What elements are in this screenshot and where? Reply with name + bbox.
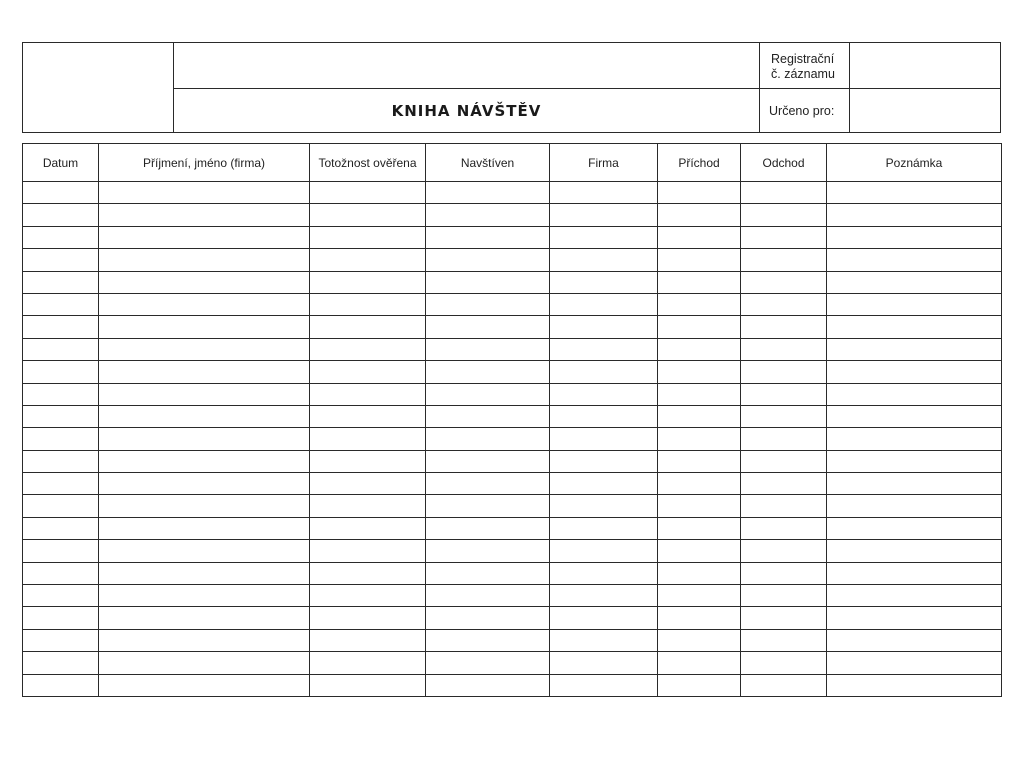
table-cell[interactable] [310,316,426,338]
table-cell[interactable] [827,562,1002,584]
table-cell[interactable] [99,629,310,651]
table-cell[interactable] [99,338,310,360]
column-header-date: Datum [23,144,99,182]
table-cell[interactable] [23,629,99,651]
table-cell[interactable] [23,338,99,360]
table-cell[interactable] [827,204,1002,226]
table-row [23,316,1002,338]
table-cell[interactable] [23,182,99,204]
table-cell[interactable] [827,495,1002,517]
table-cell[interactable] [23,652,99,674]
table-cell[interactable] [550,182,658,204]
table-cell[interactable] [310,405,426,427]
table-cell[interactable] [658,271,741,293]
table-cell[interactable] [550,450,658,472]
table-cell[interactable] [741,293,827,315]
column-header-departure: Odchod [741,144,827,182]
table-row [23,338,1002,360]
table-cell[interactable] [827,517,1002,539]
intended-for-field[interactable] [850,89,1000,132]
table-row [23,540,1002,562]
table-cell[interactable] [658,629,741,651]
table-cell[interactable] [741,405,827,427]
table-cell[interactable] [741,361,827,383]
table-cell[interactable] [550,293,658,315]
table-cell[interactable] [310,585,426,607]
table-cell[interactable] [426,562,550,584]
table-cell[interactable] [658,495,741,517]
table-cell[interactable] [741,182,827,204]
table-cell[interactable] [310,473,426,495]
table-cell[interactable] [550,495,658,517]
table-row [23,383,1002,405]
table-cell[interactable] [741,562,827,584]
table-cell[interactable] [310,338,426,360]
table-row [23,629,1002,651]
table-cell[interactable] [426,383,550,405]
table-cell[interactable] [99,249,310,271]
table-cell[interactable] [827,473,1002,495]
column-header-arrival: Příchod [658,144,741,182]
table-cell[interactable] [23,316,99,338]
table-cell[interactable] [550,517,658,539]
table-cell[interactable] [426,182,550,204]
table-cell[interactable] [741,316,827,338]
page-title: KNIHA NÁVŠTĚV [391,101,542,120]
table-row [23,562,1002,584]
title-cell [174,89,760,132]
table-cell[interactable] [827,338,1002,360]
table-cell[interactable] [550,249,658,271]
table-cell[interactable] [310,249,426,271]
table-cell[interactable] [426,473,550,495]
table-cell[interactable] [550,629,658,651]
table-row [23,293,1002,315]
table-cell[interactable] [426,361,550,383]
table-cell[interactable] [550,540,658,562]
table-cell[interactable] [550,271,658,293]
table-row [23,450,1002,472]
table-cell[interactable] [426,226,550,248]
table-cell[interactable] [741,473,827,495]
table-row [23,674,1002,696]
table-cell[interactable] [99,428,310,450]
table-cell[interactable] [99,271,310,293]
table-cell[interactable] [99,540,310,562]
table-cell[interactable] [827,383,1002,405]
table-cell[interactable] [658,674,741,696]
table-cell[interactable] [741,674,827,696]
registration-label-line-2: č. záznamu [771,67,835,81]
table-cell[interactable] [741,338,827,360]
table-cell[interactable] [23,674,99,696]
table-cell[interactable] [827,182,1002,204]
table-row [23,652,1002,674]
table-cell[interactable] [550,674,658,696]
table-cell[interactable] [310,293,426,315]
intended-for-label: Určeno pro: [760,89,850,132]
table-cell[interactable] [827,249,1002,271]
table-row [23,585,1002,607]
table-cell[interactable] [426,204,550,226]
table-cell[interactable] [741,652,827,674]
table-cell[interactable] [741,226,827,248]
table-cell[interactable] [99,383,310,405]
table-cell[interactable] [23,517,99,539]
table-cell[interactable] [310,517,426,539]
table-cell[interactable] [658,226,741,248]
table-cell[interactable] [741,271,827,293]
registration-number-field[interactable] [850,43,1000,89]
table-cell[interactable] [550,316,658,338]
table-cell[interactable] [741,540,827,562]
column-header-company: Firma [550,144,658,182]
table-row [23,182,1002,204]
table-cell[interactable] [550,383,658,405]
table-cell[interactable] [23,495,99,517]
table-cell[interactable] [658,204,741,226]
table-cell[interactable] [550,562,658,584]
table-cell[interactable] [310,652,426,674]
table-cell[interactable] [658,361,741,383]
table-cell[interactable] [23,405,99,427]
table-cell[interactable] [658,562,741,584]
table-cell[interactable] [99,607,310,629]
table-header-row [23,144,1002,182]
table-cell[interactable] [741,450,827,472]
table-row [23,249,1002,271]
table-cell[interactable] [741,629,827,651]
table-cell[interactable] [550,428,658,450]
form-header [22,42,1001,133]
table-cell[interactable] [827,293,1002,315]
logo-area [23,43,174,132]
table-cell[interactable] [827,652,1002,674]
table-cell[interactable] [827,428,1002,450]
table-cell[interactable] [426,405,550,427]
table-row [23,495,1002,517]
column-header-note: Poznámka [827,144,1002,182]
table-cell[interactable] [550,405,658,427]
table-cell[interactable] [99,293,310,315]
table-cell[interactable] [23,450,99,472]
table-cell[interactable] [99,316,310,338]
table-cell[interactable] [310,271,426,293]
registration-number-label [760,43,850,89]
table-cell[interactable] [658,249,741,271]
header-blank-field [174,43,760,89]
table-cell[interactable] [310,182,426,204]
table-cell[interactable] [310,607,426,629]
table-cell[interactable] [658,652,741,674]
column-header-visited: Navštíven [426,144,550,182]
table-cell[interactable] [741,517,827,539]
table-cell[interactable] [658,316,741,338]
table-cell[interactable] [99,361,310,383]
table-cell[interactable] [310,450,426,472]
table-cell[interactable] [827,607,1002,629]
table-cell[interactable] [658,405,741,427]
table-cell[interactable] [827,405,1002,427]
table-cell[interactable] [426,338,550,360]
table-cell[interactable] [310,674,426,696]
table-cell[interactable] [741,249,827,271]
table-cell[interactable] [99,226,310,248]
table-cell[interactable] [426,249,550,271]
table-cell[interactable] [23,226,99,248]
table-cell[interactable] [426,517,550,539]
table-row [23,405,1002,427]
table-cell[interactable] [23,249,99,271]
table-cell[interactable] [741,585,827,607]
table-cell[interactable] [741,383,827,405]
table-cell[interactable] [550,226,658,248]
table-cell[interactable] [99,495,310,517]
table-cell[interactable] [23,607,99,629]
table-cell[interactable] [827,316,1002,338]
table-cell[interactable] [23,361,99,383]
registration-label-line-1: Registrační [771,52,835,66]
table-cell[interactable] [23,540,99,562]
table-cell[interactable] [23,562,99,584]
table-cell[interactable] [827,585,1002,607]
table-cell[interactable] [310,428,426,450]
table-cell[interactable] [741,204,827,226]
table-cell[interactable] [426,271,550,293]
table-cell[interactable] [426,585,550,607]
column-header-name: Příjmení, jméno (firma) [99,144,310,182]
table-row [23,607,1002,629]
table-row [23,517,1002,539]
table-cell[interactable] [827,674,1002,696]
table-cell[interactable] [310,562,426,584]
table-body [23,182,1002,697]
table-cell[interactable] [426,629,550,651]
table-row [23,361,1002,383]
table-cell[interactable] [310,361,426,383]
table-cell[interactable] [827,361,1002,383]
table-cell[interactable] [658,607,741,629]
table-cell[interactable] [658,473,741,495]
table-cell[interactable] [827,226,1002,248]
table-cell[interactable] [827,540,1002,562]
table-cell[interactable] [99,585,310,607]
table-cell[interactable] [23,293,99,315]
table-cell[interactable] [658,182,741,204]
table-cell[interactable] [426,495,550,517]
table-row [23,204,1002,226]
table-cell[interactable] [827,271,1002,293]
table-cell[interactable] [310,629,426,651]
table-cell[interactable] [426,450,550,472]
visitor-log-table [22,143,1002,697]
table-row [23,226,1002,248]
column-header-identity-verified: Totožnost ověřena [310,144,426,182]
table-cell[interactable] [310,383,426,405]
table-cell[interactable] [426,293,550,315]
table-cell[interactable] [310,204,426,226]
table-cell[interactable] [658,428,741,450]
table-cell[interactable] [658,383,741,405]
table-cell[interactable] [310,495,426,517]
table-cell[interactable] [23,585,99,607]
table-cell[interactable] [23,271,99,293]
table-row [23,473,1002,495]
table-cell[interactable] [99,204,310,226]
table-cell[interactable] [550,585,658,607]
table-cell[interactable] [23,383,99,405]
table-cell[interactable] [658,540,741,562]
table-cell[interactable] [23,204,99,226]
table-cell[interactable] [426,607,550,629]
table-cell[interactable] [550,338,658,360]
table-cell[interactable] [658,338,741,360]
table-cell[interactable] [426,428,550,450]
table-cell[interactable] [99,450,310,472]
table-cell[interactable] [658,585,741,607]
table-cell[interactable] [550,652,658,674]
table-cell[interactable] [426,652,550,674]
table-cell[interactable] [99,562,310,584]
table-cell[interactable] [550,361,658,383]
table-cell[interactable] [23,428,99,450]
table-cell[interactable] [99,517,310,539]
table-cell[interactable] [741,607,827,629]
table-cell[interactable] [310,540,426,562]
table-cell[interactable] [426,674,550,696]
table-cell[interactable] [99,674,310,696]
table-row [23,271,1002,293]
table-cell[interactable] [741,428,827,450]
table-cell[interactable] [658,450,741,472]
table-cell[interactable] [426,316,550,338]
table-cell[interactable] [658,517,741,539]
table-cell[interactable] [310,226,426,248]
table-cell[interactable] [741,495,827,517]
table-cell[interactable] [99,652,310,674]
table-cell[interactable] [99,182,310,204]
table-cell[interactable] [550,473,658,495]
table-cell[interactable] [827,450,1002,472]
table-cell[interactable] [99,473,310,495]
table-cell[interactable] [99,405,310,427]
table-cell[interactable] [827,629,1002,651]
table-row [23,428,1002,450]
table-cell[interactable] [550,204,658,226]
table-cell[interactable] [23,473,99,495]
table-cell[interactable] [550,607,658,629]
table-cell[interactable] [658,293,741,315]
table-cell[interactable] [426,540,550,562]
